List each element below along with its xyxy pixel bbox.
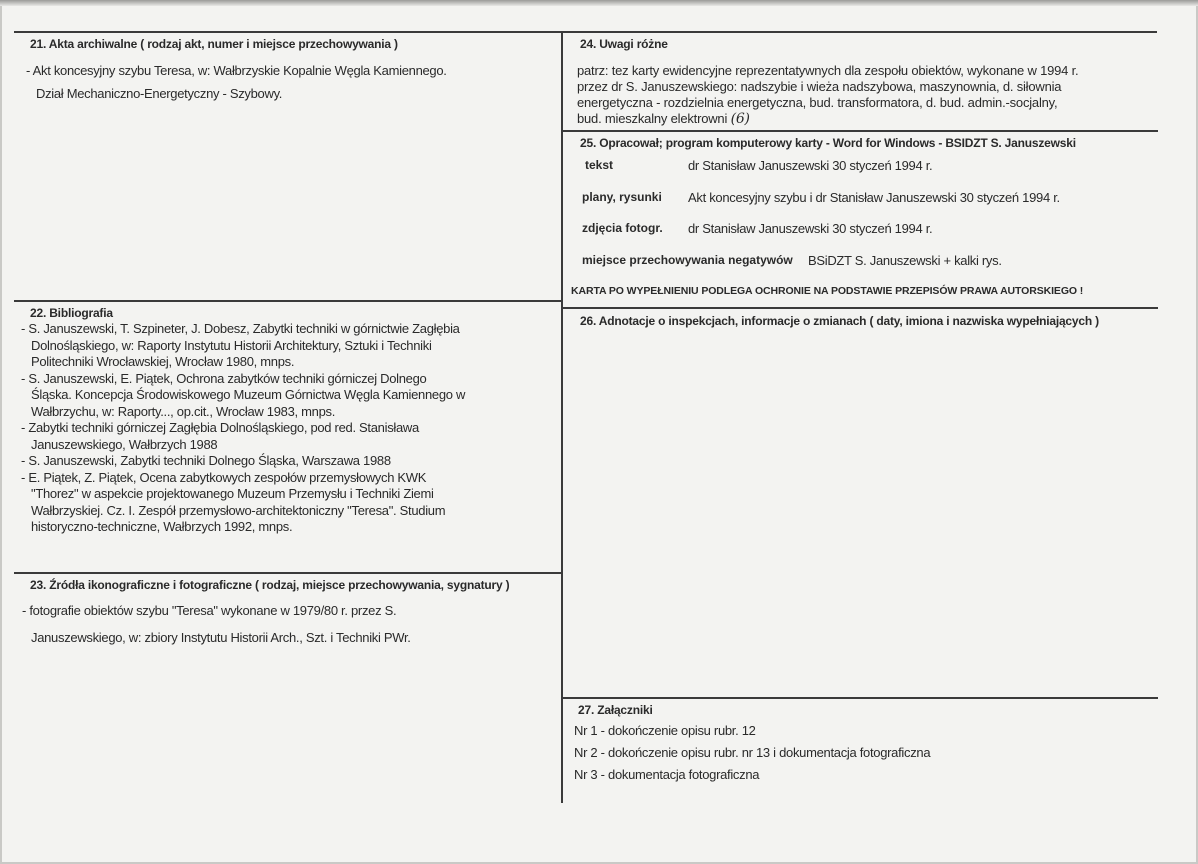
section-23-line-1: - fotografie obiektów szybu "Teresa" wykonane w 1979/80 r. przez S. <box>22 603 397 618</box>
section-21-line-1: - Akt koncesyjny szybu Teresa, w: Wałbrzyskie Kopalnie Węgla Kamiennego. <box>26 63 447 78</box>
bibliography-line: historyczno-techniczne, Wałbrzych 1992, mnps. <box>31 519 293 534</box>
bibliography-line: - S. Januszewski, E. Piątek, Ochrona zabytków techniki górniczej Dolnego <box>21 370 427 386</box>
bibliography-line: Politechniki Wrocławskiej, Wrocław 1980, mnps. <box>31 354 295 369</box>
section-21-title: 21. Akta archiwalne ( rodzaj akt, numer i miejsce przechowywania ) <box>30 37 398 51</box>
row-label-photos: zdjęcia fotogr. <box>582 221 663 235</box>
handwritten-annotation: (6) <box>730 111 750 127</box>
bibliography-line: "Thorez" w aspekcie projektowanego Muzeum Przemysłu i Techniki Ziemi <box>31 486 434 501</box>
rule-21-22 <box>14 300 562 302</box>
section-22-title: 22. Bibliografia <box>30 306 113 320</box>
section-24-remarks <box>577 63 1145 127</box>
rule-center <box>561 31 563 803</box>
row-value-negatives: BSiDZT S. Januszewski + kalki rys. <box>808 253 1002 268</box>
section-27-title: 27. Załączniki <box>578 703 653 717</box>
attachment-item-3: Nr 3 - dokumentacja fotograficzna <box>574 767 760 782</box>
card-edge-shadow <box>0 0 1198 6</box>
remarks-line-1: patrz: tez karty ewidencyjne reprezentatywnych dla zespołu obiektów, wykonane w 1994 r. <box>577 63 1079 78</box>
rule-25-26 <box>561 307 1158 309</box>
section-25-title: 25. Opracował; program komputerowy karty - Word for Windows - BSIDZT S. Januszewski <box>580 136 1076 150</box>
rule-22-23 <box>14 572 562 574</box>
bibliography-line: Dolnośląskiego, w: Raporty Instytutu Historii Architektury, Sztuki i Techniki <box>31 337 432 353</box>
bibliography-list <box>21 321 465 536</box>
section-23-line-2: Januszewskiego, w: zbiory Instytutu Historii Arch., Szt. i Techniki PWr. <box>31 630 411 645</box>
row-label-text: tekst <box>585 158 614 172</box>
row-value-photos: dr Stanisław Januszewski 30 styczeń 1994 r. <box>688 221 933 236</box>
bibliography-line: Januszewskiego, Wałbrzych 1988 <box>31 436 218 452</box>
bibliography-line: Wałbrzyskiej. Cz. I. Zespół przemysłowo-architektoniczny "Teresa". Studium <box>31 502 446 518</box>
bibliography-line: - Zabytki techniki górniczej Zagłębia Dolnośląskiego, pod red. Stanisława <box>21 420 419 435</box>
section-26-title: 26. Adnotacje o inspekcjach, informacje o zmianach ( daty, imiona i nazwiska wypełniających ) <box>580 314 1099 328</box>
bibliography-line: - S. Januszewski, T. Szpineter, J. Dobesz, Zabytki techniki w górnictwie Zagłębia <box>21 321 460 336</box>
remarks-line-4: bud. mieszkalny elektrowni <box>577 111 728 126</box>
remarks-line-3: energetyczna - rozdzielnia energetyczna, bud. transformatora, d. bud. admin.-socjalny, <box>577 95 1058 110</box>
section-24-title: 24. Uwagi różne <box>580 37 668 51</box>
row-value-text: dr Stanisław Januszewski 30 styczeń 1994 r. <box>688 158 933 173</box>
row-label-plans: plany, rysunki <box>582 190 662 204</box>
remarks-line-4-wrap <box>577 111 1145 127</box>
rule-24-25 <box>561 130 1158 132</box>
rule-26-27 <box>561 697 1158 699</box>
bibliography-line: Wałbrzychu, w: Raporty..., op.cit., Wrocław 1983, mnps. <box>31 403 336 419</box>
bibliography-line: Śląska. Koncepcja Środowiskowego Muzeum Górnictwa Węgla Kamiennego w <box>31 387 466 402</box>
row-label-negatives: miejsce przechowywania negatywów <box>582 253 793 267</box>
rule-top <box>14 31 1157 33</box>
section-23-title: 23. Źródła ikonograficzne i fotograficzne ( rodzaj, miejsce przechowywania, sygnatury ) <box>30 578 510 592</box>
attachment-item-2: Nr 2 - dokończenie opisu rubr. nr 13 i dokumentacja fotograficzna <box>574 745 931 760</box>
bibliography-line: - E. Piątek, Z. Piątek, Ocena zabytkowych zespołów przemysłowych KWK <box>21 469 427 485</box>
row-value-plans: Akt koncesyjny szybu i dr Stanisław Januszewski 30 styczeń 1994 r. <box>688 190 1060 205</box>
bibliography-line: - S. Januszewski, Zabytki techniki Dolnego Śląska, Warszawa 1988 <box>21 453 391 468</box>
section-21-line-2: Dział Mechaniczno-Energetyczny - Szybowy. <box>36 86 283 101</box>
remarks-line-2: przez dr S. Januszewskiego: nadszybie i wieża nadszybowa, maszynownia, d. siłownia <box>577 79 1062 94</box>
copyright-notice: KARTA PO WYPEŁNIENIU PODLEGA OCHRONIE NA PODSTAWIE PRZEPISÓW PRAWA AUTORSKIEGO ! <box>571 285 1084 297</box>
attachment-item-1: Nr 1 - dokończenie opisu rubr. 12 <box>574 723 756 738</box>
